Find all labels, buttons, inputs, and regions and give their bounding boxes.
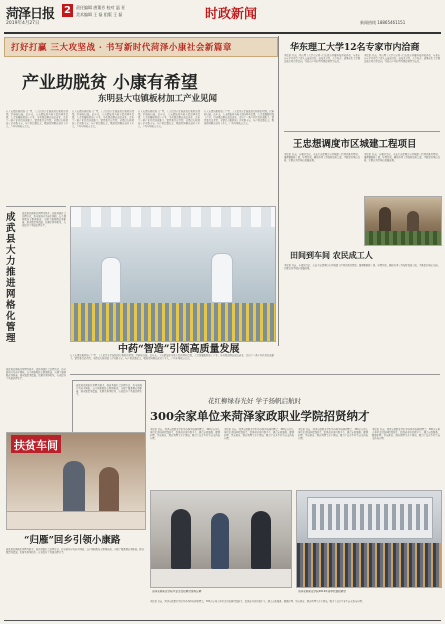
masthead-rule [4,32,441,34]
photo-job-fair-crowd [296,490,442,588]
editor-line-1: 责任编辑 唐董芳 校对 温 亚 [76,5,126,10]
recruitment-body-2: 本报讯 日前，菏泽家政职业学院举办春季校园招聘会，300余家用人单位走进校园招贤纳才，提供就业岗位数千个，涵盖家政服务、健康护理、学前教育、酒店管理等多个领域，吸引了众多毕业生前来咨询应聘。 [224,428,294,440]
lead-body-col-2: 在大屯镇的板材加工厂里，工人们正在忙碌地进行板材的切割、打磨和包装。近年来，大屯镇依托当地丰富的林木资源，大力发展板材加工产业，带动周边群众就近就业，走出了一条产业扶贫的新路子。镇党委书记介绍，全镇已有板材加工企业数十家，年产值达数亿元，吸纳贫困群众就业上千人，户均年增收万余元。 [72,110,134,128]
person-figure [211,513,229,569]
plant-rows [365,231,441,245]
photo-footnote-1: 菏泽家政职业学院毕业生在招聘会现场应聘 [152,590,202,593]
person-figure [251,511,271,569]
lead-subheadline: 东明县大屯镇板材加工产业见闻 [98,94,218,104]
left-rule [6,206,66,207]
photo-caption-1: 中药“智造”引领高质量发展 [118,344,240,355]
desk [151,569,291,587]
photo-medicine-production [70,206,276,342]
lead-body-col-4: 在大屯镇的板材加工厂里，工人们正在忙碌地进行板材的切割、打磨和包装。近年来，大屯镇依托当地丰富的林木资源，大力发展板材加工产业，带动周边群众就近就业，走出了一条产业扶贫的新路子。镇党委书记介绍，全镇已有板材加工企业数十家，年产值达数亿元，吸纳贫困群众就业上千人，户均年增收万余元。 [204,110,274,125]
paper-name: 菏泽日报 [6,7,55,22]
ceiling-lights [71,207,275,227]
bottom-left-caption: “归雁”回乡引领小康路 [24,535,121,546]
building [307,497,433,539]
lower-divider [70,374,440,375]
lead-body-col-3: 在大屯镇的板材加工厂里，工人们正在忙碌地进行板材的切割、打磨和包装。近年来，大屯镇依托当地丰富的林木资源，大力发展板材加工产业，带动周边群众就近就业，走出了一条产业扶贫的新路子。镇党委书记介绍，全镇已有板材加工企业数十家，年产值达数亿元，吸纳贫困群众就业上千人，户均年增收万余元。 [138,110,200,128]
issue-date: 2019年4月27日 [6,21,40,26]
lead-headline: 产业助脱贫 小康有希望 [22,73,198,93]
section-title: 时政新闻 [205,7,258,22]
page-number-badge [62,4,73,17]
bottle-line [71,303,275,341]
page-bottom-rule [4,620,441,621]
recruitment-headline: 300余家单位来菏泽家政职业学院招贤纳才 [150,409,370,423]
workshop-sign [11,435,61,453]
left-headline: 成武县大力推进网格化管理 [6,212,16,344]
right-body-1a: 本报讯 日前，华东理工大学专家团一行来我市开展科技对接活动，与我市多家企业进行了深入交流和洽谈，就技术合作、人才培养、成果转化等方面达成多项合作意向，为我市产业转型升级提供智力支持。 [284,54,360,63]
left-body-b: 成武县以网格化管理为抓手，创新基层社会治理方式，将全县划分为若干网格，每个网格配备专职网格员，实现了服务群众零距离、排查隐患零遗漏、化解矛盾零积压，有效提升了基层治理水平。 [6,368,66,380]
photo-caption-1-body: 在大屯镇的板材加工厂里，工人们正在忙碌地进行板材的切割、打磨和包装。近年来，大屯镇依托当地丰富的林木资源，大力发展板材加工产业，带动周边群众就近就业，走出了一条产业扶贫的新路子。镇党委书记介绍，全镇已有板材加工企业数十家，年产值达数亿元，吸纳贫困群众就业上千人，户均年增收万余元。 [70,354,274,360]
crowd [297,543,441,587]
photo-caption-2-body: 本报讯 日前，市委副书记、市长王忠想调度市区城建工程项目推进情况，强调要倒排工期、挂图作战，确保各项工程按时保质完成，不断提升城市品质，让群众共享城市发展成果。 [284,264,440,270]
masthead [0,0,445,34]
photo-farm-workshop [364,196,442,246]
right-body-2b: 本报讯 日前，市委副书记、市长王忠想调度市区城建工程项目推进情况，强调要倒排工期、挂图作战，确保各项工程按时保质完成，不断提升城市品质，让群众共享城市发展成果。 [364,153,440,162]
workshop-sign-text: 扶贫车间 [14,439,58,452]
right-body-2a: 本报讯 日前，市委副书记、市长王忠想调度市区城建工程项目推进情况，强调要倒排工期、挂图作战，确保各项工程按时保质完成，不断提升城市品质，让群众共享城市发展成果。 [284,153,360,162]
worker-figure [211,253,233,303]
photo-caption-2: 田间到车间 农民成工人 [290,250,373,260]
right-headline-1: 华东理工大学12名专家市内洽商 [290,43,420,53]
worker-figure [63,461,85,513]
lead-body-col-1: 在大屯镇的板材加工厂里，工人们正在忙碌地进行板材的切割、打磨和包装。近年来，大屯镇依托当地丰富的林木资源，大力发展板材加工产业，带动周边群众就近就业，走出了一条产业扶贫的新路子。镇党委书记介绍，全镇已有板材加工企业数十家，年产值达数亿元，吸纳贫困群众就业上千人，户均年增收万余元。 [6,110,68,128]
work-table [7,511,145,530]
photo-poverty-workshop [6,432,146,530]
campaign-banner [4,37,278,57]
hotline: 新闻热线 18865461151 [360,20,406,25]
left-body-a: 成武县以网格化管理为抓手，创新基层社会治理方式，将全县划分为若干网格，每个网格配备专职网格员，实现了服务群众零距离、排查隐患零遗漏、化解矛盾零积压，有效提升了基层治理水平。 [22,212,66,227]
right-rule-1 [284,131,440,132]
bottom-left-body: 成武县以网格化管理为抓手，创新基层社会治理方式，将全县划分为若干网格，每个网格配备专职网格员，实现了服务群众零距离、排查隐患零遗漏、化解矛盾零积压，有效提升了基层治理水平。 [6,548,144,554]
photo-footnote-2: 菏泽家政职业学院2019年春季校园招聘会 [298,590,347,593]
right-headline-2: 王忠想调度市区城建工程项目 [293,139,417,150]
photo-job-fair-interview [150,490,292,588]
person-figure [171,509,191,569]
recruitment-kicker: 花红柳绿春光好 学子扬帆启航时 [208,397,302,405]
bottom-strip-text: 本报讯 日前，菏泽家政职业学院举办春季校园招聘会，300余家用人单位走进校园招贤纳才，提供就业岗位数千个，涵盖家政服务、健康护理、学前教育、酒店管理等多个领域，吸引了众多毕业生前来咨询应聘。 [150,600,365,603]
banner-text: 打好打赢 三大攻坚战 · 书写新时代菏泽小康社会新篇章 [11,43,232,53]
worker-figure [99,467,119,513]
column-divider [278,36,279,346]
editor-line-2: 美术编辑 王 磊 组版 王 磊 [76,12,123,17]
right-body-1b: 本报讯 日前，华东理工大学专家团一行来我市开展科技对接活动，与我市多家企业进行了深入交流和洽谈，就技术合作、人才培养、成果转化等方面达成多项合作意向，为我市产业转型升级提供智力支持。 [364,54,440,63]
recruitment-body-1: 本报讯 日前，菏泽家政职业学院举办春季校园招聘会，300余家用人单位走进校园招贤纳才，提供就业岗位数千个，涵盖家政服务、健康护理、学前教育、酒店管理等多个领域，吸引了众多毕业生前来咨询应聘。 [150,428,220,440]
recruitment-body-4: 本报讯 日前，菏泽家政职业学院举办春季校园招聘会，300余家用人单位走进校园招贤纳才，提供就业岗位数千个，涵盖家政服务、健康护理、学前教育、酒店管理等多个领域，吸引了众多毕业生前来咨询应聘。 [372,428,440,440]
page-number: 2 [64,5,71,16]
recruitment-body-3: 本报讯 日前，菏泽家政职业学院举办春季校园招聘会，300余家用人单位走进校园招贤纳才，提供就业岗位数千个，涵盖家政服务、健康护理、学前教育、酒店管理等多个领域，吸引了众多毕业生前来咨询应聘。 [298,428,368,440]
worker-figure [101,257,121,303]
building-windows [312,504,428,530]
commentary-text: 成武县以网格化管理为抓手，创新基层社会治理方式，将全县划分为若干网格，每个网格配备专职网格员，实现了服务群众零距离、排查隐患零遗漏、化解矛盾零积压，有效提升了基层治理水平。 [76,384,142,396]
